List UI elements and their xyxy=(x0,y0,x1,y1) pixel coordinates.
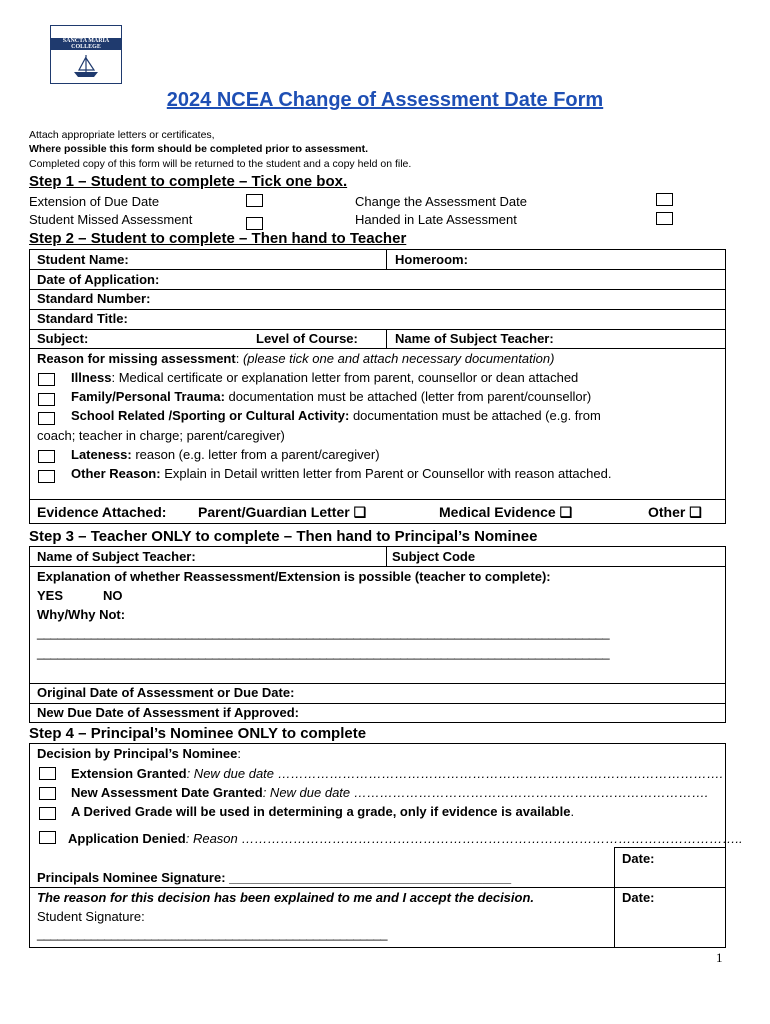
reason-school-label: School Related /Sporting or Cultural Activity: documentation must be attached (e.g. from xyxy=(71,408,601,423)
step1-heading: Step 1 – Student to complete – Tick one box. xyxy=(29,173,348,190)
subject-teacher-field[interactable]: Name of Subject Teacher: xyxy=(395,331,554,346)
standard-title-field[interactable]: Standard Title: xyxy=(37,311,128,326)
step3-table xyxy=(29,546,726,723)
evidence-attached-label: Evidence Attached: xyxy=(37,504,167,520)
reason-school-continued: coach; teacher in charge; parent/caregiver) xyxy=(37,428,285,443)
ship-icon xyxy=(71,53,101,79)
extension-granted-label: Extension Granted: New due date …………………………………………………………………………………………. xyxy=(71,766,724,781)
option-extension-label: Extension of Due Date xyxy=(29,194,160,209)
intro-line-1: Attach appropriate letters or certificates, xyxy=(29,129,215,141)
reason-illness-checkbox[interactable] xyxy=(38,373,55,386)
evidence-other-option[interactable]: Other ❑ xyxy=(648,504,702,520)
no-option[interactable]: NO xyxy=(103,588,123,603)
reason-trauma-label: Family/Personal Trauma: documentation must be attached (letter from parent/counsellor) xyxy=(71,389,592,404)
yes-option[interactable]: YES xyxy=(37,588,64,603)
step4-table xyxy=(29,743,743,948)
why-label: Why/Why Not: xyxy=(37,607,126,622)
why-line-1[interactable]: _____________________________________________________________________________________ xyxy=(37,625,610,640)
step4-heading: Step 4 – Principal’s Nominee ONLY to complete xyxy=(29,725,367,742)
option-late-label: Handed in Late Assessment xyxy=(355,212,517,227)
student-date-field[interactable]: Date: xyxy=(622,890,655,905)
reason-trauma-checkbox[interactable] xyxy=(38,393,55,406)
option-late-checkbox[interactable] xyxy=(656,212,673,225)
explanation-label: Explanation of whether Reassessment/Extension is possible (teacher to complete): xyxy=(37,569,551,584)
homeroom-field[interactable]: Homeroom: xyxy=(395,252,468,267)
nominee-signature-field[interactable]: Principals Nominee Signature: _______________________________________ xyxy=(37,870,512,885)
evidence-parent-letter-option[interactable]: Parent/Guardian Letter ❑ xyxy=(198,504,367,520)
new-due-date-field[interactable]: New Due Date of Assessment if Approved: xyxy=(37,705,299,720)
reason-other-label: Other Reason: Explain in Detail written letter from Parent or Counsellor with reason attached. xyxy=(71,466,612,481)
option-extension-checkbox[interactable] xyxy=(246,194,263,207)
extension-granted-checkbox[interactable] xyxy=(39,767,56,780)
reason-lateness-checkbox[interactable] xyxy=(38,450,55,463)
nominee-date-field[interactable]: Date: xyxy=(622,851,655,866)
standard-number-field[interactable]: Standard Number: xyxy=(37,291,151,306)
decision-explained-statement: The reason for this decision has been explained to me and I accept the decision. xyxy=(37,890,535,905)
application-denied-label: Application Denied: Reason …………………………………………………………………………………………………….. xyxy=(68,831,743,846)
intro-line-2: Where possible this form should be completed prior to assessment. xyxy=(29,143,368,155)
option-change-date-checkbox[interactable] xyxy=(656,193,673,206)
page-number: 1 xyxy=(716,950,723,965)
date-of-application-field[interactable]: Date of Application: xyxy=(37,272,160,287)
derived-grade-checkbox[interactable] xyxy=(39,807,56,820)
intro-line-3: Completed copy of this form will be returned to the student and a copy held on file. xyxy=(29,158,412,170)
step2-heading: Step 2 – Student to complete – Then hand to Teacher xyxy=(29,230,407,247)
option-missed-label: Student Missed Assessment xyxy=(29,212,193,227)
option-missed-checkbox[interactable] xyxy=(246,217,263,230)
logo-text: SANCTA MARIA COLLEGE xyxy=(51,38,121,50)
original-date-field[interactable]: Original Date of Assessment or Due Date: xyxy=(37,685,295,700)
student-signature-label: Student Signature: xyxy=(37,909,145,924)
application-denied-checkbox[interactable] xyxy=(39,831,56,844)
evidence-medical-option[interactable]: Medical Evidence ❑ xyxy=(439,504,573,520)
step3-heading: Step 3 – Teacher ONLY to complete – Then hand to Principal’s Nominee xyxy=(29,528,538,545)
level-of-course-field[interactable]: Level of Course: xyxy=(256,331,358,346)
new-date-granted-label: New Assessment Date Granted: New due date ………………………………………………………………………. xyxy=(71,785,709,800)
step2-table xyxy=(29,249,726,524)
student-signature-line[interactable]: ____________________________________________________ xyxy=(37,926,387,941)
reason-illness-label: Illness: Medical certificate or explanation letter from parent, counsellor or dean attached xyxy=(71,370,579,385)
why-line-2[interactable]: _____________________________________________________________________________________ xyxy=(37,645,610,660)
student-name-field[interactable]: Student Name: xyxy=(37,252,129,267)
subject-code-field[interactable]: Subject Code xyxy=(392,549,476,564)
reason-other-checkbox[interactable] xyxy=(38,470,55,483)
new-date-granted-checkbox[interactable] xyxy=(39,787,56,800)
reason-school-checkbox[interactable] xyxy=(38,412,55,425)
form-title: 2024 NCEA Change of Assessment Date Form xyxy=(166,89,604,111)
decision-heading: Decision by Principal’s Nominee: xyxy=(37,746,241,761)
subject-field[interactable]: Subject: xyxy=(37,331,89,346)
reason-lateness-label: Lateness: reason (e.g. letter from a parent/caregiver) xyxy=(71,447,380,462)
reason-heading: Reason for missing assessment: (please tick one and attach necessary documentation) xyxy=(37,351,555,366)
step3-teacher-field[interactable]: Name of Subject Teacher: xyxy=(37,549,196,564)
college-logo xyxy=(50,25,122,84)
derived-grade-label: A Derived Grade will be used in determining a grade, only if evidence is available. xyxy=(71,804,575,819)
option-change-date-label: Change the Assessment Date xyxy=(355,194,527,209)
